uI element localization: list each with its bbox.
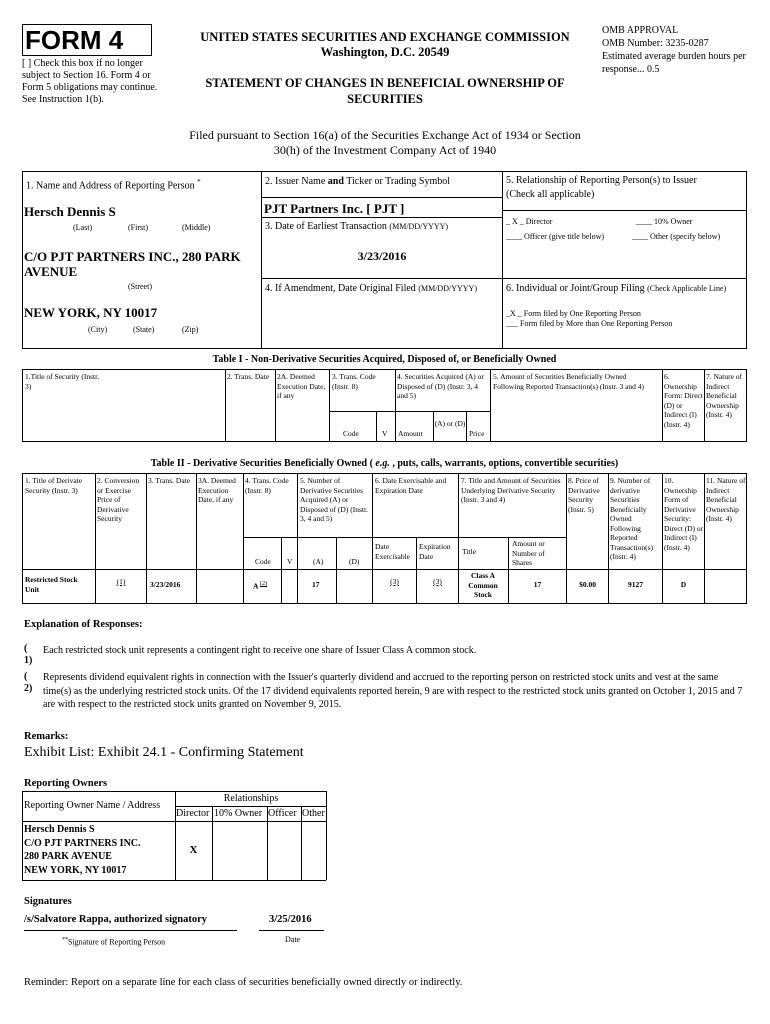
t1-h2: 2. Trans. Date xyxy=(227,372,270,381)
box6-label: 6. Individual or Joint/Group Filing (Check Applicable Line) xyxy=(506,283,727,294)
owners-col-director: Director xyxy=(176,808,210,819)
t2-h4: 4. Trans. Code (Instr. 8) xyxy=(245,476,289,495)
table1-title: Table I - Non-Derivative Securities Acquired, Disposed of, or Beneficially Owned xyxy=(212,354,557,365)
owners-col-10-owner: 10% Owner xyxy=(214,808,263,819)
signature-name: /s/Salvatore Rappa, authorized signatory xyxy=(24,914,207,925)
t2-a: (A) xyxy=(313,557,324,566)
label-last: (Last) xyxy=(73,223,93,232)
footnote-1-num: ( 1) xyxy=(24,643,33,666)
checkbox-one-person[interactable]: _X _ Form filed by One Reporting Person xyxy=(506,309,641,318)
label-city: (City) xyxy=(88,325,108,334)
earliest-transaction-date: 3/23/2016 xyxy=(357,249,407,263)
owners-relationships: Relationships xyxy=(223,793,279,804)
street-value: C/O PJT PARTNERS INC., 280 PARK AVENUE xyxy=(24,249,241,279)
t2-row-shares: 17 xyxy=(533,580,542,589)
remarks-text: Exhibit List: Exhibit 24.1 - Confirming Statement xyxy=(24,745,304,760)
t1-price: Price xyxy=(469,429,485,438)
t2-date-ex: Date Exercisable xyxy=(375,542,410,561)
label-middle: (Middle) xyxy=(182,223,211,232)
t2-h3a: 3A. Deemed Execution Date, if any xyxy=(198,476,236,504)
checkbox-more-persons[interactable]: ___ Form filed by More than One Reporting Person xyxy=(506,319,673,328)
form-title-box xyxy=(22,24,152,56)
owner-row-name: Hersch Dennis S C/O PJT PARTNERS INC. 280 PARK AVENUE NEW YORK, NY 10017 xyxy=(24,824,141,876)
t2-amt-shares: Amount or Number of Shares xyxy=(512,539,545,567)
t2-row-conv[interactable]: (1) xyxy=(116,577,126,586)
t2-h1: 1. Title of Derivate Security (Instr. 3) xyxy=(25,476,83,495)
t2-h2: 2. Conversion or Exercise Price of Derivative Security xyxy=(97,476,140,523)
checkbox-10-owner[interactable]: ____ 10% Owner xyxy=(636,217,693,226)
owners-heading: Reporting Owners xyxy=(24,778,108,789)
box3-label: 3. Date of Earliest Transaction (MM/DD/YYYY) xyxy=(265,221,449,232)
t2-exp-date: Expiration Date xyxy=(419,542,451,561)
t2-row-date-ex[interactable]: (3) xyxy=(390,577,399,586)
t2-row-security: Restricted Stock Unit xyxy=(25,575,78,594)
t2-row-date: 3/23/2016 xyxy=(150,580,181,589)
footnote-1-text: Each restricted stock unit represents a contingent right to receive one share of Issuer Class A common stock. xyxy=(43,645,477,656)
omb-box xyxy=(602,24,762,76)
agency-name: UNITED STATES SECURITIES AND EXCHANGE COMMISSION xyxy=(200,30,570,44)
t2-h11: 11. Nature of Indirect Beneficial Ownership (Instr. 4) xyxy=(706,476,746,523)
remarks-heading: Remarks: xyxy=(24,731,69,742)
t2-h5: 5. Number of Derivative Securities Acquired (A) or Disposed of (D) (Instr. 3, 4 and 5) xyxy=(300,476,368,523)
t2-row-price: $0.00 xyxy=(579,580,596,589)
t1-h1: 1.Title of Security (Instr. 3) xyxy=(25,372,100,391)
check-box-text[interactable]: [ ] Check this box if no longer subject to Section 16. Form 4 or Form 5 obligations may continue. See Instruction 1(b). xyxy=(22,58,158,105)
filed-pursuant: Filed pursuant to Section 16(a) of the Securities Exchange Act of 1934 or Section 30(h) of the Investment Company Act of 1940 xyxy=(189,128,581,157)
signatures-heading: Signatures xyxy=(24,896,72,907)
t1-code: Code xyxy=(343,429,359,438)
t2-title-col: Title xyxy=(462,547,476,556)
t2-row-code-fn[interactable]: (2) xyxy=(259,580,268,587)
box5-label: 5. Relationship of Reporting Person(s) to Issuer (Check all applicable) xyxy=(506,175,697,200)
box2-label: 2. Issuer Name and Ticker or Trading Symbol xyxy=(265,176,451,187)
footnote-2-num: ( 2) xyxy=(24,671,33,694)
footnote-2-text: Represents dividend equivalent rights in connection with the Issuer's quarterly dividend and accrued to the reporting person on restricted stock units and vest at the same time(s) as the underlying restricted stock units. Of the 17 dividend equivalents reported herein, 9 are with respect to the restricted stock units granted on October 1, 2015 and 7 are with respect to the restricted stock units granted on November 9, 2015. xyxy=(43,672,743,710)
box1-label: 1. Name and Address of Reporting Person * xyxy=(26,178,201,192)
date-label: Date xyxy=(285,935,301,944)
table2-title: Table II - Derivative Securities Beneficially Owned ( e.g. , puts, calls, warrants, options, convertible securities) xyxy=(150,458,619,469)
t2-h7: 7. Title and Amount of Securities Underlying Derivative Security (Instr. 3 and 4) xyxy=(461,476,561,504)
t2-h6: 6. Date Exercisable and Expiration Date xyxy=(375,476,447,495)
form-title: FORM 4 xyxy=(25,25,124,55)
t1-v: V xyxy=(382,429,388,438)
reporting-person-name: Hersch Dennis S xyxy=(24,204,116,219)
owners-col-name: Reporting Owner Name / Address xyxy=(24,800,161,811)
see-instruction: See Instruction 1(b). xyxy=(22,94,104,105)
box4-label: 4. If Amendment, Date Original Filed (MM/DD/YYYY) xyxy=(265,283,477,294)
checkbox-other[interactable]: ____ Other (specify below) xyxy=(632,232,721,241)
checkbox-officer[interactable]: ____ Officer (give title below) xyxy=(506,232,605,241)
t2-h10: 10. Ownership Form of Derivative Security: Direct (D) or Indirect (I) (Instr. 4) xyxy=(664,476,704,552)
label-zip: (Zip) xyxy=(182,325,199,334)
explanation-heading: Explanation of Responses: xyxy=(24,619,143,630)
checkbox-director[interactable]: _ X _ Director xyxy=(506,217,553,226)
t2-code: Code xyxy=(255,557,271,566)
label-street: (Street) xyxy=(128,282,152,291)
t1-amount: Amount xyxy=(398,429,423,438)
t2-row-a: 17 xyxy=(312,580,320,589)
t1-h6: 6. Ownership Form: Direct (D) or Indirect (I) (Instr. 4) xyxy=(664,372,703,429)
t1-h5: 5. Amount of Securities Beneficially Owned Following Reported Transaction(s) (Instr. 3 and 4) xyxy=(493,372,645,391)
t1-h7: 7. Nature of Indirect Beneficial Ownership (Instr. 4) xyxy=(706,372,743,419)
statement-title: STATEMENT OF CHANGES IN BENEFICIAL OWNERSHIP OF SECURITIES xyxy=(205,76,565,106)
signature-label: **Signature of Reporting Person xyxy=(62,937,166,947)
signature-date: 3/25/2016 xyxy=(269,914,312,925)
t2-row-code: A $^{(2)}$ xyxy=(253,580,268,591)
omb-approval: OMB APPROVAL xyxy=(602,25,679,36)
t2-row-owned: 9127 xyxy=(628,580,643,589)
t2-h8: 8. Price of Derivative Security (Instr. 5) xyxy=(568,476,600,514)
label-first: (First) xyxy=(128,223,148,232)
t2-v: V xyxy=(287,557,293,566)
t1-h3: 3. Trans. Code (Instr. 8) xyxy=(332,372,376,391)
t2-row-title: Class A Common Stock xyxy=(468,571,498,599)
t2-h9: 9. Number of derivative Securities Beneficially Owned Following Reported Transaction(s) (Instr. 4) xyxy=(610,476,654,561)
omb-number: OMB Number: 3235-0287 xyxy=(602,38,709,49)
t2-h3: 3. Trans. Date xyxy=(148,476,191,485)
agency-city: Washington, D.C. 20549 xyxy=(320,45,450,59)
t2-row-form: D xyxy=(680,580,687,589)
t2-row-exp[interactable]: (3) xyxy=(433,577,442,586)
issuer-name: PJT Partners Inc. [ PJT ] xyxy=(264,201,405,216)
city-value: NEW YORK, NY 10017 xyxy=(24,305,158,320)
t2-d: (D) xyxy=(349,557,360,566)
reminder: Reminder: Report on a separate line for each class of securities beneficially owned directly or indirectly. xyxy=(24,977,463,988)
owners-col-officer: Officer xyxy=(268,808,297,819)
omb-burden: Estimated average burden hours per response... 0.5 xyxy=(602,51,746,75)
t1-h2a: 2A. Deemed Execution Date, if any xyxy=(277,372,326,400)
label-state: (State) xyxy=(133,325,155,334)
owner-row-director: X xyxy=(189,844,198,856)
owners-col-other: Other xyxy=(302,808,325,819)
t1-h4: 4. Securities Acquired (A) or Disposed of (D) (Instr. 3, 4 and 5) xyxy=(397,372,484,400)
t1-aord: (A) or (D) xyxy=(434,419,466,428)
